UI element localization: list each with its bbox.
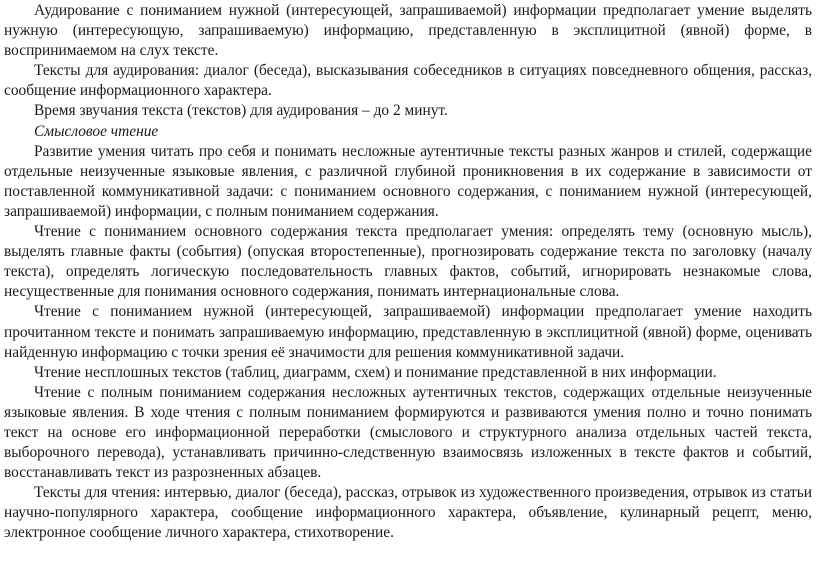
paragraph-reading-detail: Чтение с пониманием нужной (интересующей, запрашиваемой) информации предполагает умение находить прочитанном тексте и понимать запрашиваемую информацию, представленную в эксплицитной (явной) форме, оценивать найденную информацию с точки зрения её значимости для решения коммуникативной задачи. bbox=[4, 303, 812, 361]
paragraph-listening-texts: Тексты для аудирования: диалог (беседа), высказывания собеседников в ситуациях повседневного общения, рассказ, сообщение информационного характера. bbox=[4, 62, 812, 100]
paragraph-listening-detail: Аудирование с пониманием нужной (интересующей, запрашиваемой) информации предполагает умение выделять нужную (интересующую, запрашиваемую) информацию, представленную в эксплицитной (явной) форме, в воспринимаемом на слух тексте. bbox=[4, 2, 812, 60]
paragraph-reading-main-content: Чтение с пониманием основного содержания текста предполагает умения: определять тему (основную мысль), выделять главные факты (события) (опуская второстепенные), прогнозировать содержание текста по заголовку (началу текста), определять логическую последовательность главных фактов, событий, игнорировать незнакомые слова, несущественные для понимания основного содержания, понимать интернациональные слова. bbox=[4, 223, 812, 301]
paragraph-reading-development: Развитие умения читать про себя и понимать несложные аутентичные тексты разных жанров и стилей, содержащие отдельные неизученные языковые явления, с различной глубиной проникновения в их содержание в зависимости от поставленной коммуникативной задачи: с пониманием основного содержания, с пониманием нужной (интересующей, запрашиваемой) информации, с полным пониманием содержания. bbox=[4, 142, 812, 220]
paragraph-reading-noncontinuous: Чтение несплошных текстов (таблиц, диаграмм, схем) и понимание представленной в них информации. bbox=[34, 363, 717, 381]
section-heading-reading: Смысловое чтение bbox=[34, 122, 159, 140]
paragraph-reading-full: Чтение с полным пониманием содержания несложных аутентичных текстов, содержащих отдельные неизученные языковые явления. В ходе чтения с полным пониманием формируются и развиваются умения полно и точно понимать текст на основе его информационной переработки (смыслового и структурного анализа отдельных частей текста, выборочного перевода), устанавливать причинно-следственную взаимосвязь изложенных в тексте фактов и событий, восстанавливать текст из разрозненных абзацев. bbox=[4, 383, 812, 482]
paragraph-listening-time: Время звучания текста (текстов) для аудирования – до 2 минут. bbox=[34, 102, 448, 120]
paragraph-reading-texts: Тексты для чтения: интервью, диалог (беседа), рассказ, отрывок из художественного произведения, отрывок из статьи научно-популярного характера, сообщение информационного характера, объявление, кулинарный рецепт, меню, электронное сообщение личного характера, стихотворение. bbox=[4, 484, 812, 542]
